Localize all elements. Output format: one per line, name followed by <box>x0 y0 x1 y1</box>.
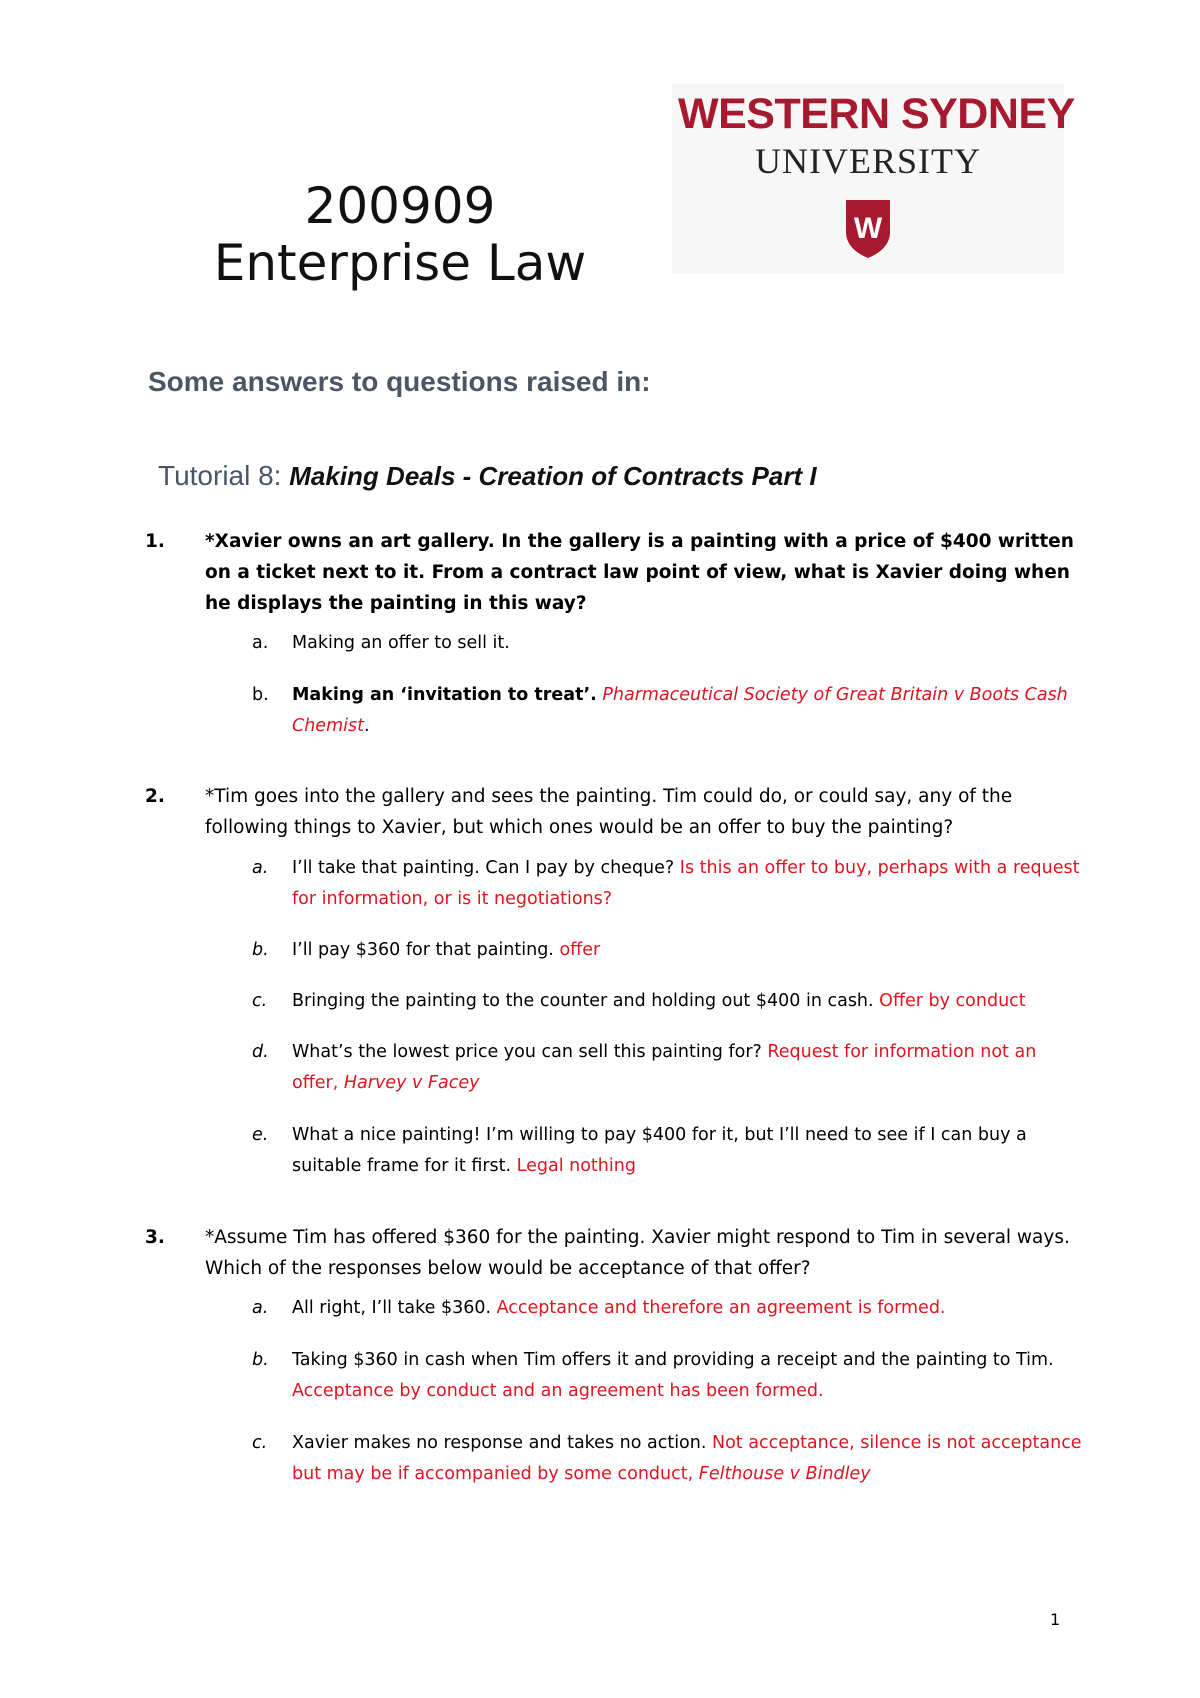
option-letter: e. <box>252 1125 269 1145</box>
option-case: Felthouse v Bindley <box>698 1464 871 1484</box>
course-name: Enterprise Law <box>213 234 587 292</box>
option-answer: Legal nothing <box>516 1156 636 1176</box>
question-number: 2. <box>145 786 165 807</box>
option-answer: Offer by conduct <box>879 991 1026 1011</box>
option-tail: . <box>363 716 370 736</box>
logo-line-2: UNIVERSITY <box>755 141 981 181</box>
option-answer: Not acceptance, silence is not acceptance but may be if accompanied by some conduct, <box>292 1433 1082 1484</box>
tutorial-heading <box>158 460 817 492</box>
option-text: What’s the lowest price you can sell this painting for? <box>292 1042 762 1062</box>
option-answer: Pharmaceutical Society of Great Britain v Boots Cash Chemist <box>292 685 1068 736</box>
course-code: 200909 <box>304 177 496 235</box>
option-case: Harvey v Facey <box>343 1073 480 1093</box>
q2-option-c <box>252 986 1082 1017</box>
shield-icon <box>844 198 892 260</box>
option-text: Taking $360 in cash when Tim offers it and providing a receipt and the painting to Tim. <box>292 1350 1054 1370</box>
option-text: I’ll take that painting. Can I pay by cheque? <box>292 858 675 878</box>
tutorial-label: Tutorial 8: <box>158 460 282 491</box>
option-text: Bringing the painting to the counter and holding out $400 in cash. <box>292 991 874 1011</box>
option-text: All right, I’ll take $360. <box>292 1298 492 1318</box>
question-3 <box>145 1222 1080 1284</box>
option-letter: d. <box>252 1042 269 1062</box>
option-answer: Acceptance and therefore an agreement is formed. <box>496 1298 946 1318</box>
option-letter: c. <box>252 991 268 1011</box>
section-heading: Some answers to questions raised in: <box>148 366 651 397</box>
course-title <box>160 178 640 292</box>
option-answer: Request for information not an offer, <box>292 1042 1037 1093</box>
option-text: Making an offer to sell it. <box>292 633 510 653</box>
option-letter: b. <box>252 685 269 705</box>
question-text: *Xavier owns an art gallery. In the gallery is a painting with a price of $400 written on a ticket next to it. From a contract law point of view, what is Xavier doing when he displays the painting in this way? <box>205 531 1074 614</box>
option-text: What a nice painting! I’m willing to pay $400 for it, but I’ll need to see if I can buy a suitable frame for it first. <box>292 1125 1027 1176</box>
page-number: 1 <box>1050 1610 1061 1629</box>
logo-line-1: WESTERN SYDNEY <box>678 90 1075 138</box>
option-letter: a. <box>252 633 269 653</box>
option-letter: a. <box>252 1298 269 1318</box>
q3-option-c <box>252 1428 1082 1490</box>
question-number: 1. <box>145 531 165 552</box>
question-text: *Tim goes into the gallery and sees the painting. Tim could do, or could say, any of the following things to Xavier, but which ones would be an offer to buy the painting? <box>205 786 1013 838</box>
q3-option-a <box>252 1293 1082 1324</box>
q2-option-a <box>252 853 1082 915</box>
q3-option-b <box>252 1345 1082 1407</box>
option-letter: b. <box>252 1350 269 1370</box>
question-1 <box>145 526 1080 619</box>
option-answer: Acceptance by conduct and an agreement has been formed. <box>292 1381 824 1401</box>
university-logo <box>672 84 1075 274</box>
option-letter: c. <box>252 1433 268 1453</box>
shield-letter: W <box>853 212 883 245</box>
q2-option-d <box>252 1037 1082 1099</box>
question-number: 3. <box>145 1227 165 1248</box>
q1-option-a <box>252 628 1082 659</box>
q1-option-b <box>252 680 1082 742</box>
option-letter: a. <box>252 858 269 878</box>
tutorial-title: Making Deals - Creation of Contracts Part I <box>289 461 817 491</box>
question-text: *Assume Tim has offered $360 for the painting. Xavier might respond to Tim in several ways. Which of the responses below would be acceptance of that offer? <box>205 1227 1070 1279</box>
option-answer: offer <box>559 940 601 960</box>
option-answer: Is this an offer to buy, perhaps with a request for information, or is it negotiations? <box>292 858 1080 909</box>
q2-option-e <box>252 1120 1082 1182</box>
question-2 <box>145 781 1080 843</box>
option-text: Making an ‘invitation to treat’. <box>292 685 597 705</box>
option-letter: b. <box>252 940 269 960</box>
option-text: I’ll pay $360 for that painting. <box>292 940 554 960</box>
q2-option-b <box>252 935 1082 966</box>
option-text: Xavier makes no response and takes no action. <box>292 1433 707 1453</box>
